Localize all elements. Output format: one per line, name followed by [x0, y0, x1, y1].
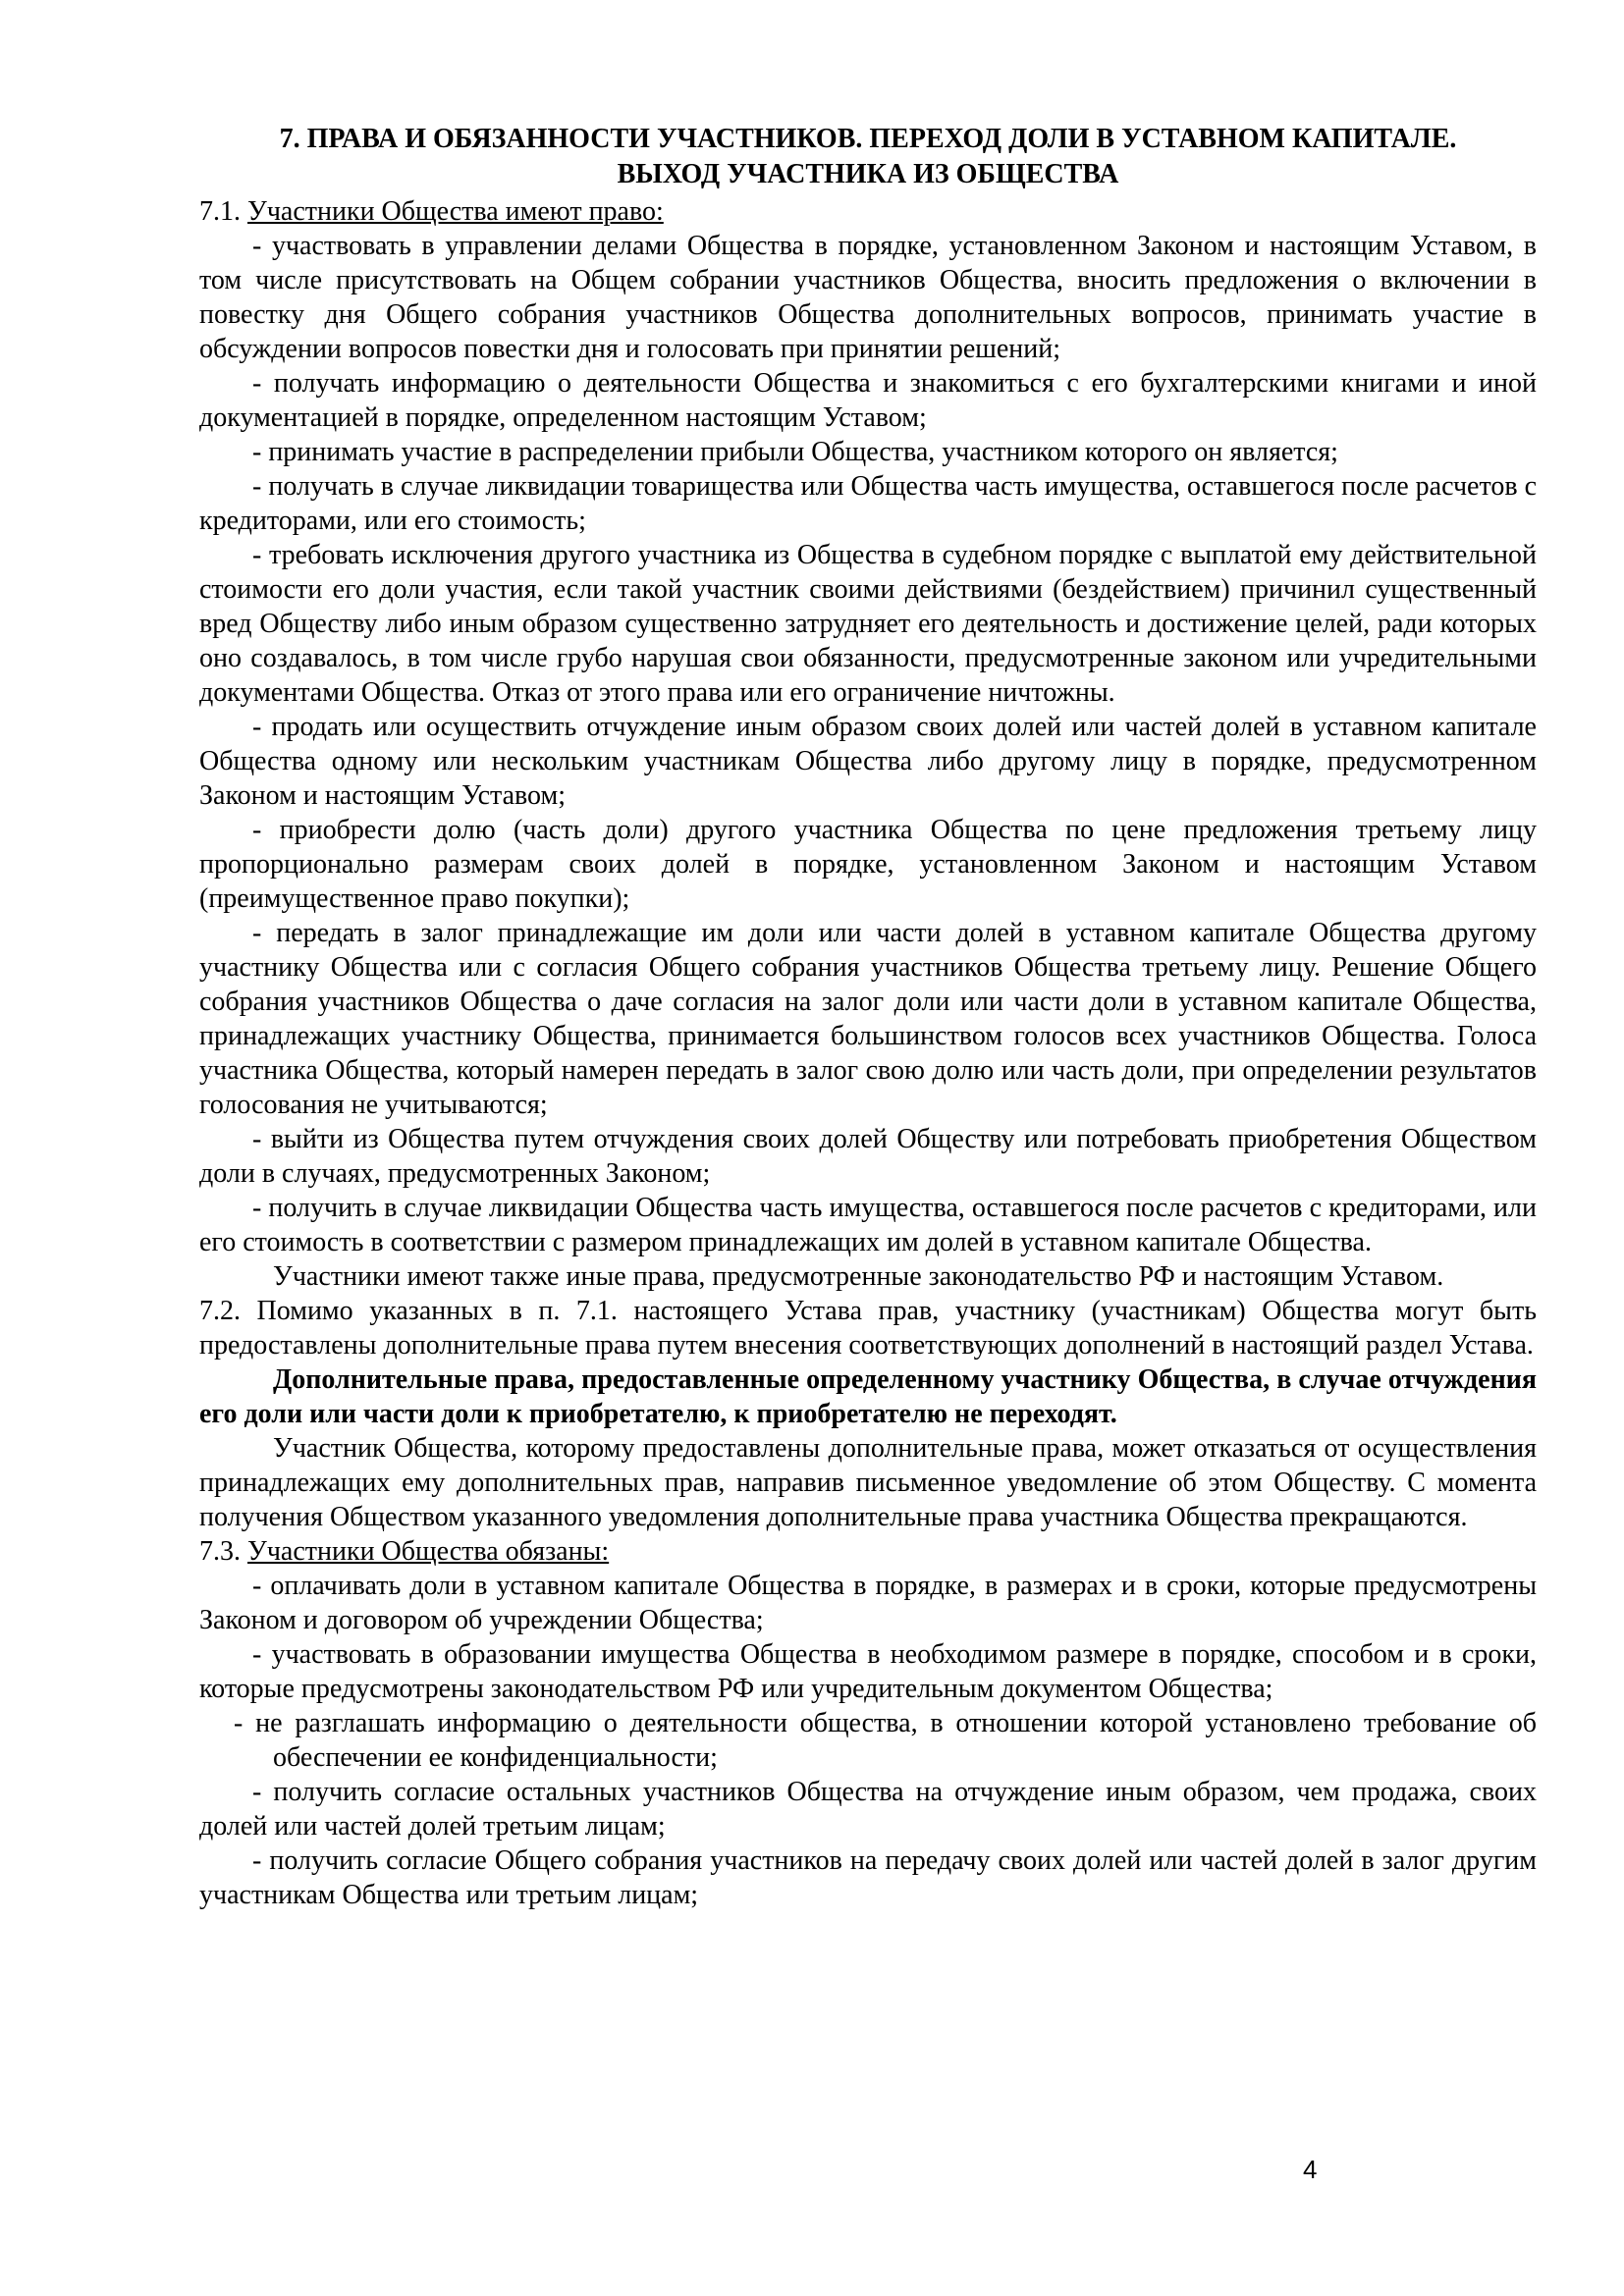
list-item: - не разглашать информацию о деятельности общества, в отношении которой установлено требование об обеспечении ее конфиденциальности; [234, 1708, 1537, 1773]
clause-heading: Участники Общества обязаны: [247, 1536, 610, 1567]
list-item: - выйти из Общества путем отчуждения своих долей Обществу или потребовать приобретения Обществом доли в случаях, предусмотренных Законом; [199, 1124, 1537, 1189]
list-item: - оплачивать доли в уставном капитале Общества в порядке, в размерах и в сроки, которые предусмотрены Законом и договором об учреждении Общества; [199, 1571, 1537, 1635]
clause-number: 7.1. [199, 196, 241, 227]
list-item: - продать или осуществить отчуждение иным образом своих долей или частей долей в уставном капитале Общества одному или нескольким участникам Общества либо другому лицу в порядке, предусмотренном Законом и настоящим Уставом; [199, 712, 1537, 811]
list-item: - участвовать в образовании имущества Общества в необходимом размере в порядке, способом и в сроки, которые предусмотрены законодательством РФ или учредительным документом Общества; [199, 1639, 1537, 1704]
section-title [199, 122, 1537, 192]
clause-7-2-text-2: Участник Общества, которому предоставлены дополнительные права, может отказаться от осуществления принадлежащих ему дополнительных прав, направив письменное уведомление об этом Обществу. С момента получения Обществом указанного уведомления дополнительные права участника Общества прекращаются. [199, 1433, 1537, 1532]
list-item: - получать в случае ликвидации товарищества или Общества часть имущества, оставшегося после расчетов с кредиторами, или его стоимость; [199, 471, 1537, 536]
list-item: - получить согласие остальных участников Общества на отчуждение иным образом, чем продажа, своих долей или частей долей третьим лицам; [199, 1777, 1537, 1842]
page-number: 4 [1303, 2155, 1318, 2184]
section-title-line-1: 7. ПРАВА И ОБЯЗАННОСТИ УЧАСТНИКОВ. ПЕРЕХОД ДОЛИ В УСТАВНОМ КАПИТАЛЕ. [279, 124, 1457, 154]
list-item: - требовать исключения другого участника из Общества в судебном порядке с выплатой ему действительной стоимости его доли участия, если такой участник своими действиями (бездействием) причинил существенный вред Обществу либо иным образом существенно затрудняет его деятельность и достижение целей, ради которых оно создавалось, в том числе грубо нарушая свои обязанности, предусмотренные законом или учредительными документами Общества. Отказ от этого права или его ограничение ничтожны. [199, 540, 1537, 708]
clause-7-1-closing: Участники имеют также иные права, предусмотренные законодательство РФ и настоящим Уставом. [273, 1261, 1444, 1292]
clause-7-2-bold-text: Дополнительные права, предоставленные определенному участнику Общества, в случае отчуждения его доли или части доли к приобретателю, к приобретателю не переходят. [199, 1364, 1537, 1429]
list-item: - получить согласие Общего собрания участников на передачу своих долей или частей долей в залог другим участникам Общества или третьим лицам; [199, 1845, 1537, 1910]
list-item: - участвовать в управлении делами Общества в порядке, установленном Законом и настоящим Уставом, в том числе присутствовать на Общем собрании участников Общества, вносить предложения о включении в повестку дня Общего собрания участников Общества дополнительных вопросов, принимать участие в обсуждении вопросов повестки дня и голосовать при принятии решений; [199, 231, 1537, 364]
list-item: - принимать участие в распределении прибыли Общества, участником которого он является; [252, 437, 1338, 467]
list-item: - приобрести долю (часть доли) другого участника Общества по цене предложения третьему лицу пропорционально размерам своих долей в порядке, установленном Законом и настоящим Уставом (преимущественное право покупки); [199, 815, 1537, 914]
document-page [199, 122, 1537, 1912]
list-item: - получать информацию о деятельности Общества и знакомиться с его бухгалтерскими книгами и иной документацией в порядке, определенном настоящим Уставом; [199, 368, 1537, 433]
clause-heading: Участники Общества имеют право: [247, 196, 664, 227]
clause-number: 7.3. [199, 1536, 241, 1567]
section-title-line-2: ВЫХОД УЧАСТНИКА ИЗ ОБЩЕСТВА [617, 159, 1119, 189]
clause-7-3-heading [199, 1534, 1537, 1569]
clause-7-1-heading [199, 194, 1537, 229]
list-item: - получить в случае ликвидации Общества часть имущества, оставшегося после расчетов с кредиторами, или его стоимость в соответствии с размером принадлежащих им долей в уставном капитале Общества. [199, 1193, 1537, 1257]
list-item: - передать в залог принадлежащие им доли или части долей в уставном капитале Общества другому участнику Общества или с согласия Общего собрания участников Общества третьему лицу. Решение Общего собрания участников Общества о даче согласия на залог доли или части доли в уставном капитале Общества, принадлежащих участнику Общества, принимается большинством голосов всех участников Общества. Голоса участника Общества, который намерен передать в залог свою долю или часть доли, при определении результатов голосования не учитываются; [199, 918, 1537, 1120]
clause-7-2-text: 7.2. Помимо указанных в п. 7.1. настоящего Устава прав, участнику (участникам) Общества могут быть предоставлены дополнительные права путем внесения соответствующих дополнений в настоящий раздел Устава. [199, 1296, 1537, 1361]
